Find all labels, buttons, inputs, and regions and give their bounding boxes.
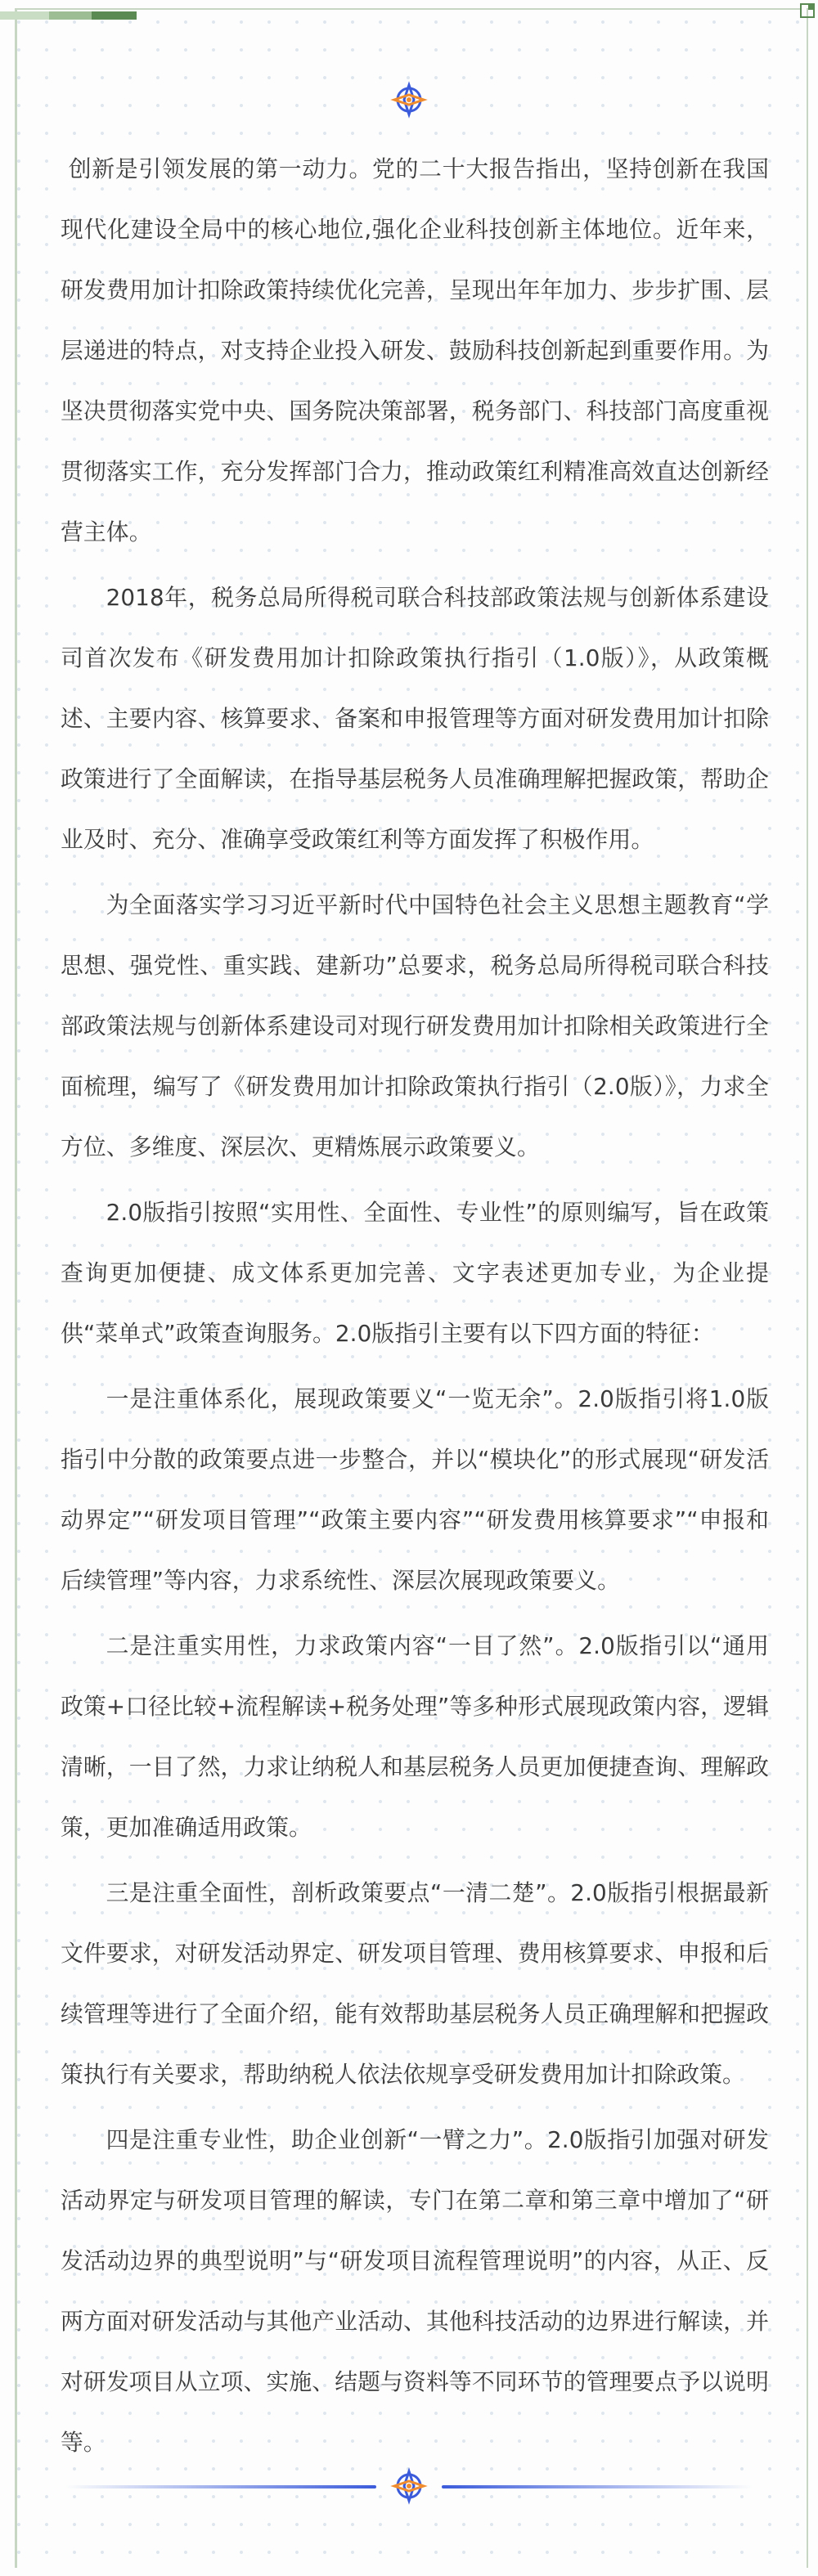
paragraph: 为全面落实学习习近平新时代中国特色社会主义思想主题教育“学思想、强党性、重实践、建新功”总要求，税务总局所得税司联合科技部政策法规与创新体系建设司对现行研发费用加计扣除相关政策进行全面梳理，编写了《研发费用加计扣除政策执行指引（2.0版）》，力求全方位、多维度、深层次、更精炼展示政策要义。 [61, 891, 769, 1160]
frame-right-line [807, 8, 808, 2568]
frame-left-line [15, 8, 17, 2568]
compass-emblem-icon [380, 75, 438, 124]
divider-line-left [65, 2485, 376, 2488]
frame-top-line [15, 8, 800, 10]
paragraph: 二是注重实用性，力求政策内容“一目了然”。2.0版指引以“通用政策+口径比较+流程解读+税务处理”等多种形式展现政策内容，逻辑清晰，一目了然，力求让纳税人和基层税务人员更加便捷查询、理解政策，更加准确适用政策。 [61, 1632, 769, 1841]
footer-divider [65, 2462, 753, 2511]
paragraph: 三是注重全面性，剖析政策要点“一清二楚”。2.0版指引根据最新文件要求，对研发活动界定、研发项目管理、费用核算要求、申报和后续管理等进行了全面介绍，能有效帮助基层税务人员正确理解和把握政策执行有关要求，帮助纳税人依法依规享受研发费用加计扣除政策。 [61, 1879, 769, 2088]
article-body [61, 139, 769, 2478]
compass-emblem-icon [380, 2462, 438, 2511]
paragraph: 一是注重体系化，展现政策要义“一览无余”。2.0版指引将1.0版指引中分散的政策要点进一步整合，并以“模块化”的形式展现“研发活动界定”“研发项目管理”“政策主要内容”“研发费用核算要求”“申报和后续管理”等内容，力求系统性、深层次展现政策要义。 [61, 1385, 769, 1594]
divider-line-right [442, 2485, 753, 2488]
corner-square-icon [800, 3, 815, 18]
paragraph: 2.0版指引按照“实用性、全面性、专业性”的原则编写，旨在政策查询更加便捷、成文体系更加完善、文字表述更加专业，为企业提供“菜单式”政策查询服务。2.0版指引主要有以下四方面的特征： [61, 1199, 769, 1347]
paragraph: 创新是引领发展的第一动力。党的二十大报告指出，坚持创新在我国现代化建设全局中的核心地位,强化企业科技创新主体地位。近年来，研发费用加计扣除政策持续优化完善，呈现出年年加力、步步扩围、层层递进的特点，对支持企业投入研发、鼓励科技创新起到重要作用。为坚决贯彻落实党中央、国务院决策部署，税务部门、科技部门高度重视贯彻落实工作，充分发挥部门合力，推动政策红利精准高效直达创新经营主体。 [61, 155, 769, 545]
paragraph: 四是注重专业性，助企业创新“一臂之力”。2.0版指引加强对研发活动界定与研发项目管理的解读，专门在第二章和第三章中增加了“研发活动边界的典型说明”与“研发项目流程管理说明”的内容，从正、反两方面对研发活动与其他产业活动、其他科技活动的边界进行解读，并对研发项目从立项、实施、结题与资料等不同环节的管理要点予以说明等。 [61, 2126, 769, 2456]
paragraph: 2018年，税务总局所得税司联合科技部政策法规与创新体系建设司首次发布《研发费用加计扣除政策执行指引（1.0版）》，从政策概述、主要内容、核算要求、备案和申报管理等方面对研发费用加计扣除政策进行了全面解读，在指导基层税务人员准确理解把握政策，帮助企业及时、充分、准确享受政策红利等方面发挥了积极作用。 [61, 584, 769, 853]
